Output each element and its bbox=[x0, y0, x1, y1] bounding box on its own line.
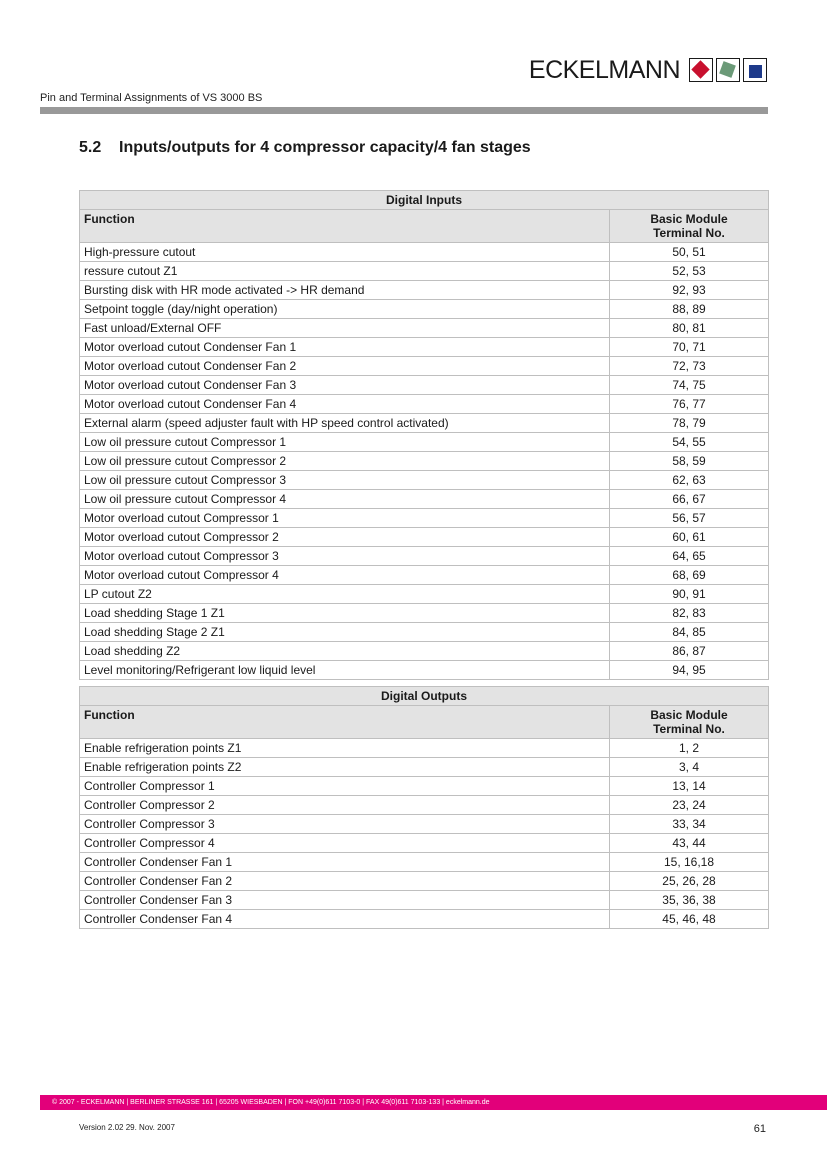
terminal-cell: 72, 73 bbox=[610, 357, 769, 376]
function-cell: Load shedding Stage 2 Z1 bbox=[80, 623, 610, 642]
terminal-cell: 1, 2 bbox=[610, 739, 769, 758]
terminal-cell: 64, 65 bbox=[610, 547, 769, 566]
table-row bbox=[80, 490, 769, 509]
function-cell: Controller Compressor 1 bbox=[80, 777, 610, 796]
function-cell: Low oil pressure cutout Compressor 4 bbox=[80, 490, 610, 509]
table-row bbox=[80, 547, 769, 566]
table-row bbox=[80, 452, 769, 471]
function-cell: Setpoint toggle (day/night operation) bbox=[80, 300, 610, 319]
terminal-cell: 68, 69 bbox=[610, 566, 769, 585]
terminal-cell: 94, 95 bbox=[610, 661, 769, 680]
terminal-cell: 90, 91 bbox=[610, 585, 769, 604]
terminal-cell: 62, 63 bbox=[610, 471, 769, 490]
section-number: 5.2 bbox=[79, 139, 102, 156]
function-cell: Motor overload cutout Condenser Fan 1 bbox=[80, 338, 610, 357]
digital-outputs-table bbox=[79, 686, 769, 929]
footer-band: © 2007 - ECKELMANN | BERLINER STRASSE 161 | 65205 WIESBADEN | FON +49(0)611 7103-0 | FAX 49(0)611 7103-133 | eckelmann.de bbox=[40, 1095, 827, 1110]
table-row bbox=[80, 376, 769, 395]
function-cell: Controller Compressor 3 bbox=[80, 815, 610, 834]
terminal-cell: 66, 67 bbox=[610, 490, 769, 509]
column-header-terminal-line2: Terminal No. bbox=[653, 722, 725, 736]
table-row bbox=[80, 566, 769, 585]
terminal-cell: 35, 36, 38 bbox=[610, 891, 769, 910]
function-cell: Controller Condenser Fan 1 bbox=[80, 853, 610, 872]
terminal-cell: 74, 75 bbox=[610, 376, 769, 395]
function-cell: Controller Compressor 4 bbox=[80, 834, 610, 853]
section-heading bbox=[79, 139, 531, 157]
digital-inputs-table bbox=[79, 190, 769, 680]
terminal-cell: 76, 77 bbox=[610, 395, 769, 414]
function-cell: Motor overload cutout Compressor 4 bbox=[80, 566, 610, 585]
table-row bbox=[80, 853, 769, 872]
column-header-terminal bbox=[610, 210, 769, 243]
section-title: Inputs/outputs for 4 compressor capacity/4 fan stages bbox=[119, 139, 531, 156]
table-row bbox=[80, 661, 769, 680]
table-row bbox=[80, 395, 769, 414]
terminal-cell: 23, 24 bbox=[610, 796, 769, 815]
function-cell: Enable refrigeration points Z2 bbox=[80, 758, 610, 777]
function-cell: Motor overload cutout Compressor 2 bbox=[80, 528, 610, 547]
table-row bbox=[80, 910, 769, 929]
terminal-cell: 54, 55 bbox=[610, 433, 769, 452]
logo-square-blue bbox=[743, 58, 767, 82]
function-cell: Enable refrigeration points Z1 bbox=[80, 739, 610, 758]
table-row bbox=[80, 642, 769, 661]
function-cell: Low oil pressure cutout Compressor 2 bbox=[80, 452, 610, 471]
terminal-cell: 82, 83 bbox=[610, 604, 769, 623]
function-cell: Controller Condenser Fan 2 bbox=[80, 872, 610, 891]
column-header-function: Function bbox=[80, 210, 610, 243]
terminal-cell: 3, 4 bbox=[610, 758, 769, 777]
function-cell: LP cutout Z2 bbox=[80, 585, 610, 604]
table-row bbox=[80, 281, 769, 300]
function-cell: Motor overload cutout Compressor 3 bbox=[80, 547, 610, 566]
table-row bbox=[80, 471, 769, 490]
function-cell: External alarm (speed adjuster fault with HP speed control activated) bbox=[80, 414, 610, 433]
function-cell: Load shedding Z2 bbox=[80, 642, 610, 661]
logo-square-red bbox=[689, 58, 713, 82]
table-title: Digital Inputs bbox=[80, 191, 769, 210]
table-row bbox=[80, 528, 769, 547]
terminal-cell: 25, 26, 28 bbox=[610, 872, 769, 891]
function-cell: Motor overload cutout Compressor 1 bbox=[80, 509, 610, 528]
table-row bbox=[80, 414, 769, 433]
table-row bbox=[80, 509, 769, 528]
terminal-cell: 60, 61 bbox=[610, 528, 769, 547]
table-row bbox=[80, 357, 769, 376]
function-cell: Motor overload cutout Condenser Fan 3 bbox=[80, 376, 610, 395]
function-cell: Fast unload/External OFF bbox=[80, 319, 610, 338]
terminal-cell: 92, 93 bbox=[610, 281, 769, 300]
terminal-cell: 52, 53 bbox=[610, 262, 769, 281]
table-row bbox=[80, 834, 769, 853]
column-header-function: Function bbox=[80, 706, 610, 739]
brand-name: ECKELMANN bbox=[528, 56, 680, 84]
table-row bbox=[80, 433, 769, 452]
terminal-cell: 15, 16,18 bbox=[610, 853, 769, 872]
table-row bbox=[80, 262, 769, 281]
table-row bbox=[80, 623, 769, 642]
column-header-terminal-line1: Basic Module bbox=[650, 212, 728, 226]
column-header-terminal bbox=[610, 706, 769, 739]
page-number: 61 bbox=[753, 1123, 766, 1135]
terminal-cell: 58, 59 bbox=[610, 452, 769, 471]
table-row bbox=[80, 872, 769, 891]
table-row bbox=[80, 243, 769, 262]
table-title: Digital Outputs bbox=[80, 687, 769, 706]
terminal-cell: 80, 81 bbox=[610, 319, 769, 338]
terminal-cell: 43, 44 bbox=[610, 834, 769, 853]
function-cell: High-pressure cutout bbox=[80, 243, 610, 262]
terminal-cell: 13, 14 bbox=[610, 777, 769, 796]
function-cell: Load shedding Stage 1 Z1 bbox=[80, 604, 610, 623]
function-cell: ressure cutout Z1 bbox=[80, 262, 610, 281]
header-rule bbox=[40, 107, 768, 114]
logo-square-green bbox=[716, 58, 740, 82]
table-row bbox=[80, 815, 769, 834]
table-row bbox=[80, 300, 769, 319]
function-cell: Low oil pressure cutout Compressor 1 bbox=[80, 433, 610, 452]
terminal-cell: 33, 34 bbox=[610, 815, 769, 834]
function-cell: Controller Compressor 2 bbox=[80, 796, 610, 815]
terminal-cell: 70, 71 bbox=[610, 338, 769, 357]
function-cell: Controller Condenser Fan 3 bbox=[80, 891, 610, 910]
function-cell: Motor overload cutout Condenser Fan 2 bbox=[80, 357, 610, 376]
terminal-cell: 88, 89 bbox=[610, 300, 769, 319]
page-header-title: Pin and Terminal Assignments of VS 3000 BS bbox=[40, 92, 263, 104]
terminal-cell: 50, 51 bbox=[610, 243, 769, 262]
table-row bbox=[80, 758, 769, 777]
brand-logo bbox=[529, 56, 767, 84]
table-row bbox=[80, 585, 769, 604]
digital-inputs-rows bbox=[80, 243, 769, 680]
function-cell: Low oil pressure cutout Compressor 3 bbox=[80, 471, 610, 490]
terminal-cell: 78, 79 bbox=[610, 414, 769, 433]
terminal-cell: 84, 85 bbox=[610, 623, 769, 642]
table-row bbox=[80, 319, 769, 338]
digital-outputs-rows bbox=[80, 739, 769, 929]
terminal-cell: 86, 87 bbox=[610, 642, 769, 661]
function-cell: Controller Condenser Fan 4 bbox=[80, 910, 610, 929]
function-cell: Level monitoring/Refrigerant low liquid level bbox=[80, 661, 610, 680]
table-row bbox=[80, 604, 769, 623]
table-row bbox=[80, 891, 769, 910]
logo-squares bbox=[686, 58, 767, 82]
terminal-cell: 56, 57 bbox=[610, 509, 769, 528]
table-row bbox=[80, 739, 769, 758]
terminal-cell: 45, 46, 48 bbox=[610, 910, 769, 929]
function-cell: Motor overload cutout Condenser Fan 4 bbox=[80, 395, 610, 414]
table-row bbox=[80, 777, 769, 796]
footer-version: Version 2.02 29. Nov. 2007 bbox=[79, 1123, 175, 1132]
table-row bbox=[80, 796, 769, 815]
table-row bbox=[80, 338, 769, 357]
column-header-terminal-line1: Basic Module bbox=[650, 708, 728, 722]
column-header-terminal-line2: Terminal No. bbox=[653, 226, 725, 240]
function-cell: Bursting disk with HR mode activated -> HR demand bbox=[80, 281, 610, 300]
